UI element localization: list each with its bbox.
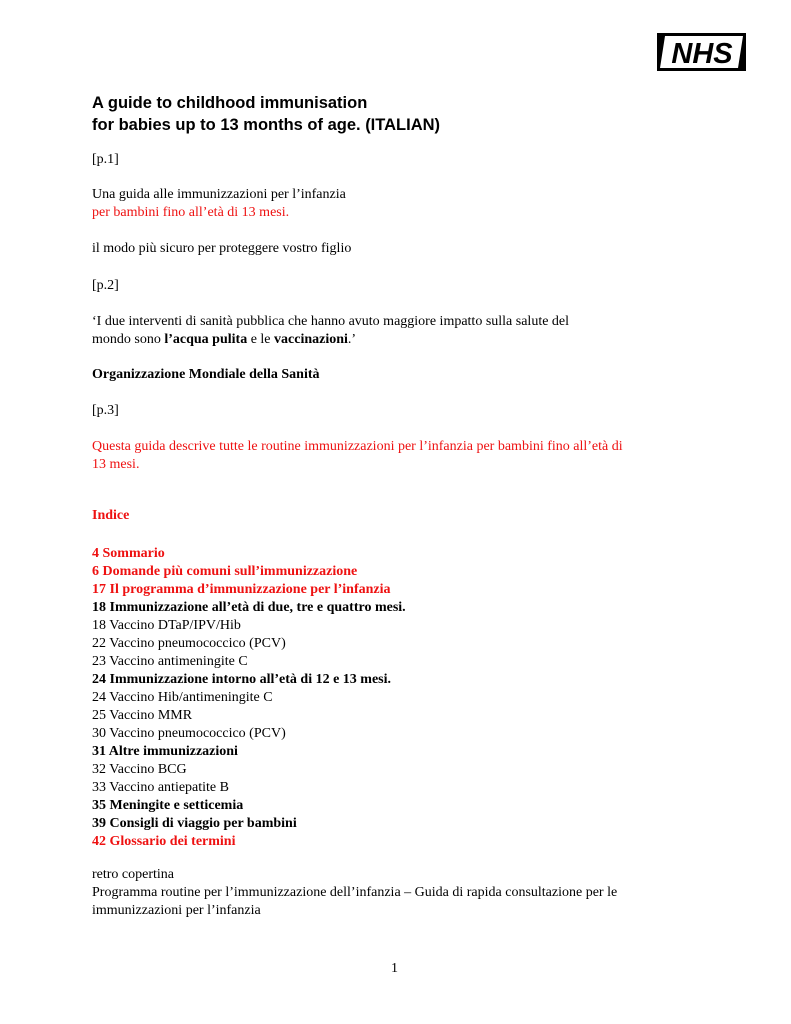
toc-item: 35 Meningite e setticemia bbox=[92, 798, 244, 813]
back-cover-description bbox=[92, 884, 712, 920]
guide-intro bbox=[92, 438, 712, 474]
toc-item: 6 Domande più comuni sull’immunizzazione bbox=[92, 564, 358, 579]
toc-heading-text: Indice bbox=[92, 508, 130, 523]
page-number: 1 bbox=[391, 961, 398, 976]
toc-item: 33 Vaccino antiepatite B bbox=[92, 780, 229, 795]
page-marker-p3-text: [p.3] bbox=[92, 403, 119, 418]
toc-item: 22 Vaccino pneumococcico (PCV) bbox=[92, 636, 286, 651]
nhs-logo-text: NHS bbox=[671, 38, 733, 70]
toc-item: 30 Vaccino pneumococcico (PCV) bbox=[92, 726, 286, 741]
tagline-text: il modo più sicuro per proteggere vostro figlio bbox=[92, 241, 352, 256]
toc-item: 42 Glossario dei termini bbox=[92, 834, 236, 849]
quote-bold-vaccinations: vaccinazioni bbox=[274, 332, 348, 347]
quote-text-c: .’ bbox=[347, 332, 357, 347]
page-marker-p2 bbox=[92, 277, 712, 295]
toc-item: 4 Sommario bbox=[92, 546, 165, 561]
who-quote bbox=[92, 313, 712, 349]
title-line-2: for babies up to 13 months of age. (ITALIAN) bbox=[92, 116, 441, 134]
tagline bbox=[92, 240, 712, 258]
subtitle-line-1: Una guida alle immunizzazioni per l’infanzia bbox=[92, 187, 346, 202]
page-marker-p1 bbox=[92, 151, 712, 169]
toc-item: 17 Il programma d’immunizzazione per l’infanzia bbox=[92, 582, 391, 597]
back-cover-label-text: retro copertina bbox=[92, 867, 175, 882]
quote-bold-clean-water: l’acqua pulita bbox=[164, 332, 248, 347]
page-marker-p1-text: [p.1] bbox=[92, 152, 119, 167]
back-cover-line-2: immunizzazioni per l’infanzia bbox=[92, 903, 261, 918]
page-marker-p3 bbox=[92, 402, 712, 420]
toc-item: 25 Vaccino MMR bbox=[92, 708, 193, 723]
toc-item: 18 Immunizzazione all’età di due, tre e quattro mesi. bbox=[92, 600, 406, 615]
toc-item: 32 Vaccino BCG bbox=[92, 762, 187, 777]
attribution-text: Organizzazione Mondiale della Sanità bbox=[92, 367, 320, 382]
toc-item: 23 Vaccino antimeningite C bbox=[92, 654, 248, 669]
toc-item: 24 Vaccino Hib/antimeningite C bbox=[92, 690, 273, 705]
quote-text-b: e le bbox=[247, 332, 275, 347]
intro-line-1: Questa guida descrive tutte le routine immunizzazioni per l’infanzia per bambini fino all’età di bbox=[92, 439, 623, 454]
nhs-logo-mark bbox=[657, 33, 746, 71]
toc-item: 31 Altre immunizzazioni bbox=[92, 744, 238, 759]
back-cover-line-1: Programma routine per l’immunizzazione dell’infanzia – Guida di rapida consultazione per le bbox=[92, 885, 618, 900]
document-title bbox=[92, 92, 440, 136]
page-marker-p2-text: [p.2] bbox=[92, 278, 119, 293]
quote-text-a: mondo sono bbox=[92, 332, 165, 347]
title-line-1: A guide to childhood immunisation bbox=[92, 94, 368, 112]
toc-item: 18 Vaccino DTaP/IPV/Hib bbox=[92, 618, 241, 633]
quote-line-2 bbox=[92, 331, 712, 349]
subtitle-line-2: per bambini fino all’età di 13 mesi. bbox=[92, 205, 290, 220]
quote-attribution bbox=[92, 366, 712, 384]
toc-item: 24 Immunizzazione intorno all’età di 12 e 13 mesi. bbox=[92, 672, 392, 687]
toc-item: 39 Consigli di viaggio per bambini bbox=[92, 816, 297, 831]
intro-line-2: 13 mesi. bbox=[92, 457, 140, 472]
italian-subtitle bbox=[92, 186, 712, 222]
table-of-contents bbox=[92, 545, 712, 851]
nhs-logo bbox=[657, 33, 746, 71]
quote-line-1: ‘I due interventi di sanità pubblica che hanno avuto maggiore impatto sulla salute del bbox=[92, 314, 570, 329]
toc-heading bbox=[92, 507, 712, 525]
back-cover-label bbox=[92, 866, 712, 884]
